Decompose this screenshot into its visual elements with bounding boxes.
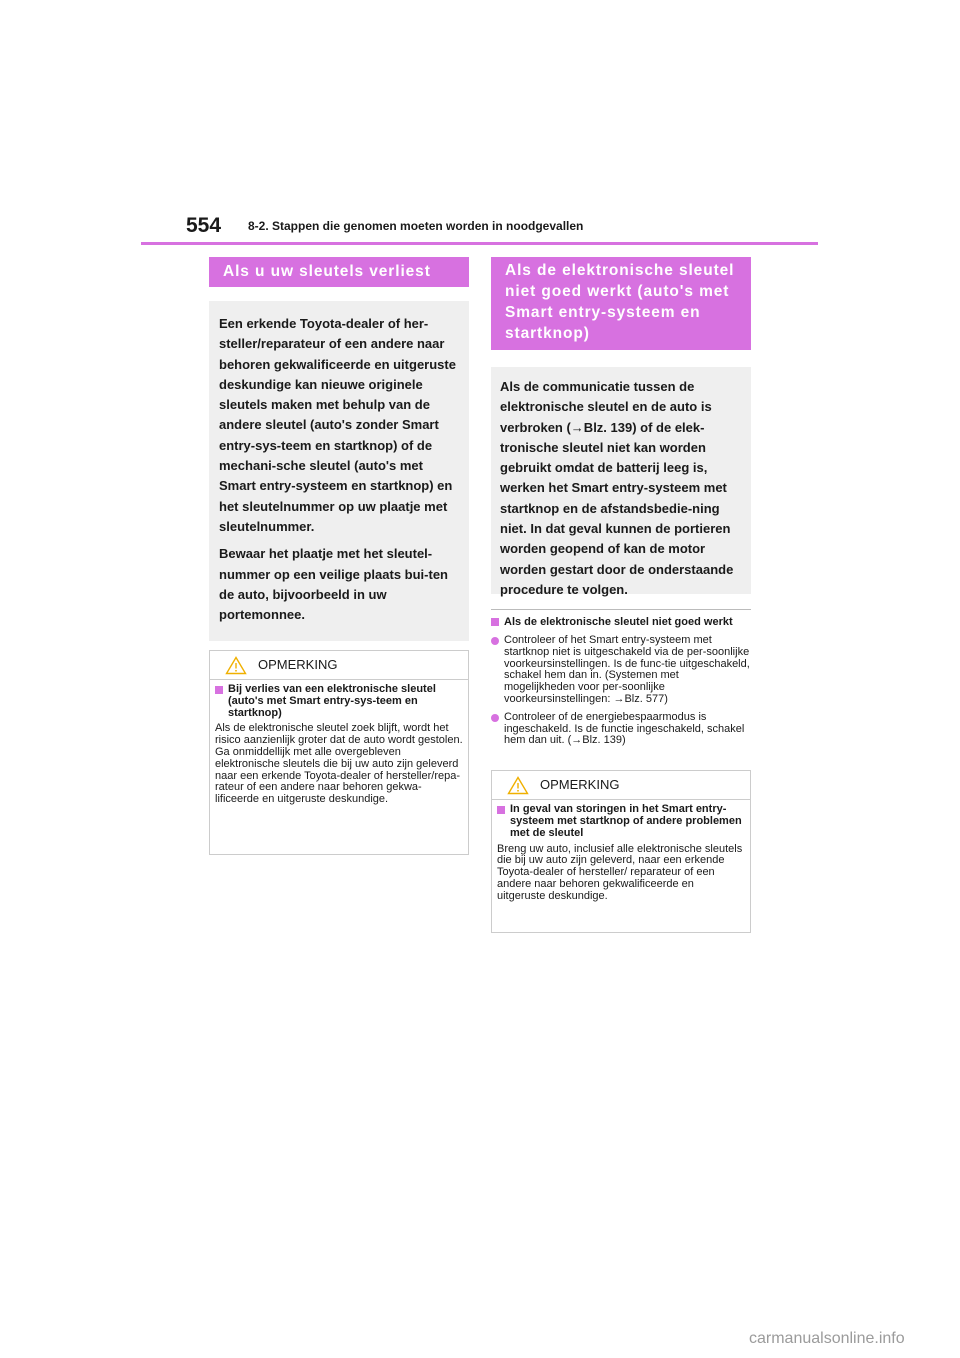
warning-triangle-icon — [225, 656, 247, 675]
watermark: carmanualsonline.info — [749, 1330, 905, 1347]
info-paragraph: Een erkende Toyota-dealer of her-steller/reparateur of een andere naar behoren gekwalificeerde en uitgeruste deskundige kan nieuwe originele sleutels maken met behulp van de andere sleutel (auto's zonder Smart entry-sys-teem en startknop) of de mechani-sche sleutel (auto's met Smart entry-systeem en startknop) en het sleutelnummer op uw plaatje met sleutelnummer. — [219, 316, 456, 534]
note-body — [492, 800, 750, 906]
subheading-key-not-working: Als de elektronische sleutel niet goed werkt — [491, 616, 751, 628]
square-bullet-icon — [497, 806, 505, 814]
list-item: Controleer of de energiebespaarmodus is ingeschakeld. Is de functie ingeschakeld, schakel hem dan uit. (→Blz. 139) — [491, 712, 751, 747]
info-paragraph: Als de communicatie tussen de elektronische sleutel en de auto is verbroken (→Blz. 139) of de elek-tronische sleutel niet kan worden gebruikt omdat de batterij leeg is, werken het Smart entry-systeem met startknop en de afstandsbedie-ning niet. In dat geval kunnen de portieren worden geopend of kan de motor worden gestart door de onderstaande procedure te volgen. — [500, 379, 734, 597]
section-label: 8-2. Stappen die genomen moeten worden in noodgevallen — [248, 219, 584, 233]
note-title: OPMERKING — [258, 657, 338, 672]
note-box-malfunction — [491, 770, 751, 933]
divider — [491, 609, 751, 610]
section-title-key-not-working: Als de elektronische sleutel niet goed werkt (auto's met Smart entry-systeem en startknop) — [491, 257, 751, 350]
info-box-lost-keys — [209, 301, 469, 641]
header-rule — [141, 242, 818, 245]
info-box-key-not-working — [491, 367, 751, 597]
warning-triangle-icon — [507, 776, 529, 795]
note-box-lost-key — [209, 650, 469, 855]
page-header — [0, 0, 960, 250]
square-bullet-icon — [491, 618, 499, 626]
note-body — [210, 680, 468, 810]
note-text: Als de elektronische sleutel zoek blijft, wordt het risico aanzienlijk groter dat de auto wordt gestolen. Ga onmiddellijk met alle overgebleven elektronische sleutels die bij uw auto zijn geleverd naar een erkende Toyota-dealer of hersteller/repa-rateur of een andere naar behoren gekwa-lificeerde en uitgeruste deskundige. — [215, 722, 463, 806]
note-header — [492, 771, 750, 800]
round-bullet-icon — [491, 637, 499, 645]
info-paragraph: Bewaar het plaatje met het sleutel-nummer op een veilige plaats bui-ten de auto, bijvoorbeeld in uw portemonnee. — [219, 546, 448, 623]
bullet-list — [491, 635, 751, 747]
note-header — [210, 651, 468, 680]
section-title-lost-keys: Als u uw sleutels verliest — [209, 257, 469, 287]
note-subheading: Bij verlies van een elektronische sleutel (auto's met Smart entry-sys-teem en startknop) — [215, 684, 463, 719]
note-text: Breng uw auto, inclusief alle elektronische sleutels die bij uw auto zijn geleverd, naar een erkende Toyota-dealer of hersteller/ reparateur of een andere naar behoren gekwalificeerde en uitgeruste deskundige. — [497, 842, 743, 902]
right-column — [491, 257, 751, 933]
note-title: OPMERKING — [540, 777, 620, 793]
list-item: Controleer of het Smart entry-systeem met startknop niet is uitgeschakeld via de per-soonlijke voorkeursinstellingen. Is de func-tie uitgeschakeld, schakel hem dan in. (Systemen met mogelijkheden voor per-soonlijke voorkeursinstellingen: →Blz. 577) — [491, 635, 751, 706]
left-column — [209, 257, 469, 855]
note-subheading: In geval van storingen in het Smart entry-systeem met startknop of andere problemen met de sleutel — [497, 804, 745, 839]
round-bullet-icon — [491, 714, 499, 722]
square-bullet-icon — [215, 686, 223, 694]
page-number: 554 — [186, 214, 222, 237]
